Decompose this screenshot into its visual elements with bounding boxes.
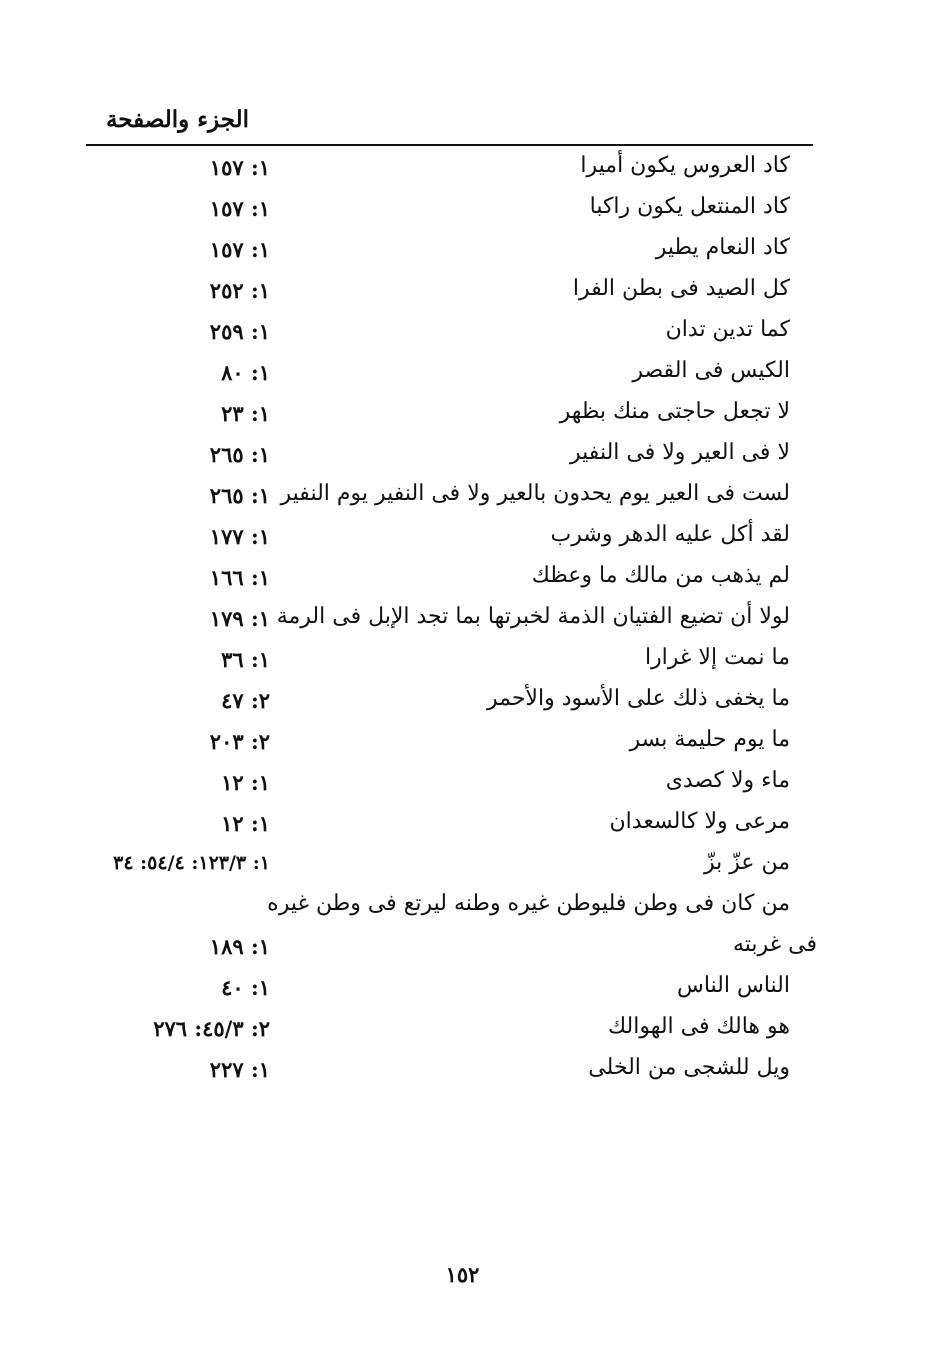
volume-page-ref: ١: ٢٥٢ xyxy=(209,278,270,303)
index-entry xyxy=(0,235,925,275)
proverb-text: من كان فى وطن فليوطن غيره وطنه ليرتع فى وطن غيره xyxy=(267,891,790,916)
proverb-text: كما تدين تدان xyxy=(665,317,790,342)
volume-page-ref: ١: ١٢ xyxy=(221,811,270,836)
proverb-text: ما يخفى ذلك على الأسود والأحمر xyxy=(486,686,790,711)
proverb-text: هو هالك فى الهوالك xyxy=(607,1014,790,1039)
proverb-text: لم يذهب من مالك ما وعظك xyxy=(531,563,790,588)
proverb-text: ما نمت إلا غرارا xyxy=(644,645,790,670)
index-entry xyxy=(0,891,925,931)
volume-page-ref: ١: ٢٦٥ xyxy=(209,442,270,467)
proverb-text: الناس الناس xyxy=(676,973,790,998)
volume-page-ref: ٢: ٤٧ xyxy=(221,688,270,713)
volume-page-ref: ١: ٢٢٧ xyxy=(209,1057,270,1082)
index-entry xyxy=(0,768,925,808)
proverb-text: من عزّ بزّ xyxy=(703,850,790,875)
index-entry xyxy=(0,276,925,316)
index-entry xyxy=(0,727,925,767)
volume-page-ref: ١: ١٢ xyxy=(221,770,270,795)
proverb-text: كاد العروس يكون أميرا xyxy=(580,153,790,178)
proverb-text: ماء ولا كصدى xyxy=(665,768,790,793)
volume-page-ref: ٢: ٢٠٣ xyxy=(209,729,270,754)
index-entry xyxy=(0,973,925,1013)
index-entry xyxy=(0,1014,925,1054)
proverb-text: لقد أكل عليه الدهر وشرب xyxy=(550,522,790,547)
volume-page-ref: ١: ٢٥٩ xyxy=(209,319,270,344)
index-entry xyxy=(0,604,925,644)
volume-page-ref: ١: ٤٠ xyxy=(221,975,270,1000)
proverb-text: لست فى العير يوم يحدون بالعير ولا فى النفير يوم النفير xyxy=(280,481,790,506)
volume-page-ref: ١: ٢٦٥ xyxy=(209,483,270,508)
index-entry xyxy=(0,317,925,357)
index-entry xyxy=(0,645,925,685)
volume-page-ref: ١: ٢٣ xyxy=(221,401,270,426)
proverb-text: كاد النعام يطير xyxy=(655,235,790,260)
index-entry xyxy=(0,1055,925,1095)
index-entry xyxy=(0,686,925,726)
column-header-volume-page: الجزء والصفحة xyxy=(105,106,249,133)
volume-page-ref: ١: ٣٦ xyxy=(221,647,270,672)
index-entry xyxy=(0,194,925,234)
index-entry xyxy=(0,850,925,890)
volume-page-ref: ١: ١٥٧ xyxy=(209,196,270,221)
proverb-text: ما يوم حليمة بسر xyxy=(629,727,790,752)
volume-page-ref: ١: ١٥٧ xyxy=(209,155,270,180)
volume-page-ref: ١: ١٧٧ xyxy=(209,524,270,549)
proverb-text: كل الصيد فى بطن الفرا xyxy=(572,276,790,301)
index-entry xyxy=(0,153,925,193)
header-rule xyxy=(86,144,813,146)
volume-page-ref: ١: ١٨٩ xyxy=(209,934,270,959)
index-entry xyxy=(0,522,925,562)
index-entry xyxy=(0,563,925,603)
index-entry xyxy=(0,440,925,480)
volume-page-ref: ١: ١٥٧ xyxy=(209,237,270,262)
proverb-text: لولا أن تضيع الفتيان الذمة لخبرتها بما تجد الإبل فى الرمة xyxy=(276,604,790,629)
volume-page-ref: ٢: ٤٥/٣: ٢٧٦ xyxy=(153,1016,270,1041)
volume-page-ref: ١: ١٦٦ xyxy=(209,565,270,590)
index-entry xyxy=(0,399,925,439)
volume-page-ref: ١: ١٧٩ xyxy=(209,606,270,631)
proverb-text: مرعى ولا كالسعدان xyxy=(609,809,790,834)
proverb-text: كاد المنتعل يكون راكبا xyxy=(589,194,790,219)
index-entry-continuation xyxy=(0,932,925,972)
index-entry xyxy=(0,809,925,849)
page-number: ١٥٢ xyxy=(445,1262,480,1287)
index-entry xyxy=(0,481,925,521)
volume-page-ref: ١: ١٢٣/٣: ٥٤/٤: ٣٤ xyxy=(113,852,270,874)
proverb-text: فى غربته xyxy=(732,932,817,957)
proverb-text: الكيس فى القصر xyxy=(632,358,790,383)
proverb-text: لا تجعل حاجتى منك بظهر xyxy=(559,399,790,424)
volume-page-ref: ١: ٨٠ xyxy=(221,360,270,385)
proverb-text: ويل للشجى من الخلى xyxy=(588,1055,790,1080)
proverb-text: لا فى العير ولا فى النفير xyxy=(570,440,790,465)
index-entry xyxy=(0,358,925,398)
